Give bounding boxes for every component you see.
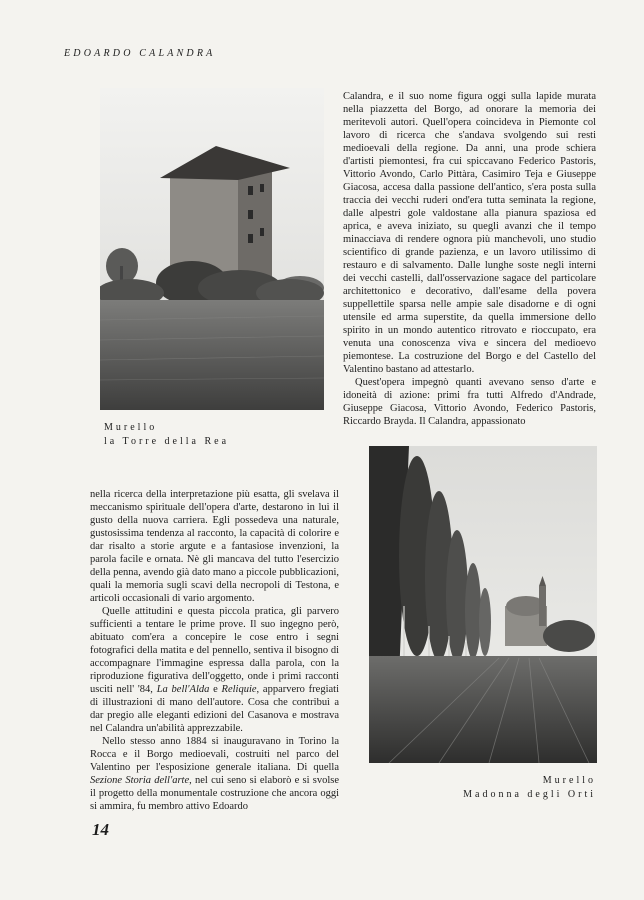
text-run: Quelle attitudini e questa piccola pratica, gli parvero sufficienti a tentare le prime prove. Il suo ingegno però, abituato com'era a concepire le cose entro i segni fotografici della matita e del pennello, sentiva il bisogno di accompagnare l'immagine espressa dalla parola, con la riproduzione figurativa dell'oggetto, onde i primi racconti usciti nell' '84,	[90, 606, 339, 695]
text-run: , apparvero fregiati di illustrazioni di mano dell'autore. Cosa che contribuì a dar pregio alle eleganti edizioni del Casanova e mostrava nel Calandra un'abilità apprezzabile.	[90, 684, 339, 734]
caption-subject: Madonna degli Orti	[463, 789, 596, 800]
text-run: e	[209, 684, 222, 695]
section-title: Sezione Storia dell'arte	[90, 775, 190, 786]
paragraph: Calandra, e il suo nome figura oggi sulla lapide murata nella piazzetta del Borgo, ad onorare la memoria dei meritevoli autori. Quell'opera coincideva in Piemonte col lavoro di ricerca che s'andava svolgendo sui resti medioevali della regione. Da anni, una prode schiera d'artisti piemontesi, fra cui spiccavano Federico Pastoris, Vittorio Avondo, Carlo Pittàra, Casimiro Teja e Giuseppe Giacosa, accesa dalla passione dell'antico, s'era posta sulla traccia dei vecchi ruderi ond'era tutta seminata la regione, dalle alpestri gole valdostane alla pianura spaziosa ed aprica, e aveva iniziato, su quegli avanzi che il tempo minacciava di rendere ognora più manchevoli, uno studio scientifico di grande pazienza, e un lavoro utilissimo di restauro e di salvamento. Dalle lunghe soste negli interni dei vecchi castelli, dall'osservazione sagace del particolare architettonico e decorativo, dall'esame della povera suppellettile sparsa nelle ampie sale disadorne e di ogni utensile ed arma superstite, da quella immersione dello spirito in un mondo autentico ritrovato e rioccupato, era venuta una conoscenza viva e sincera del medioevo piemontese. La costruzione del Borgo e del Castello del Valentino bastano ad attestarlo.	[343, 91, 596, 375]
text-run: , nel cui seno si elaborò e si svolse il progetto della monumentale costruzione che ancora oggi si ammira, fu membro attivo Edoardo	[90, 775, 339, 812]
photo-torre-della-rea	[100, 88, 324, 410]
photo-madonna-degli-orti	[369, 446, 597, 763]
running-header: EDOARDO CALANDRA	[64, 48, 216, 59]
book-title: Reliquie	[221, 684, 257, 695]
text-column-right	[343, 90, 596, 428]
caption-place: Murello	[542, 775, 596, 786]
text-column-left	[90, 488, 339, 813]
paragraph: nella ricerca della interpretazione più esatta, gli svelava il meccanismo spirituale dell'opera d'arte, destarono in lui il gusto della nuova carriera. Egli possedeva una naturale, gustosissima tendenza al racconto, la capacità di colorire e dar risalto a storie argute e a fantasiose invenzioni, la parola facile e ornata. Nè gli mancava del tutto l'esercizio della penna, avendo già dato mano a piccole pubblicazioni, quali la memoria sugli scavi della necropoli di Testona, e articoli occasionali di vario argomento.	[90, 489, 339, 604]
paragraph	[90, 735, 339, 813]
caption-photo-1	[104, 421, 229, 449]
page-number: 14	[92, 820, 109, 839]
caption-place: Murello	[104, 422, 158, 433]
caption-photo-2	[463, 774, 596, 802]
caption-subject: la Torre della Rea	[104, 436, 230, 447]
book-title: La bell'Alda	[156, 684, 210, 695]
paragraph	[90, 605, 339, 735]
text-run: Nello stesso anno 1884 si inauguravano in Torino la Rocca e il Borgo medioevali, costruiti nel parco del Valentino per l'esposizione generale italiana. Di quella	[90, 736, 339, 773]
paragraph: Quest'opera impegnò quanti avevano senso d'arte e idoneità di azione: primi fra tutti Alfredo d'Andrade, Giuseppe Giacosa, Vittorio Avondo, Federico Pastoris, Riccardo Brayda. Il Calandra, appassionato	[343, 377, 596, 427]
